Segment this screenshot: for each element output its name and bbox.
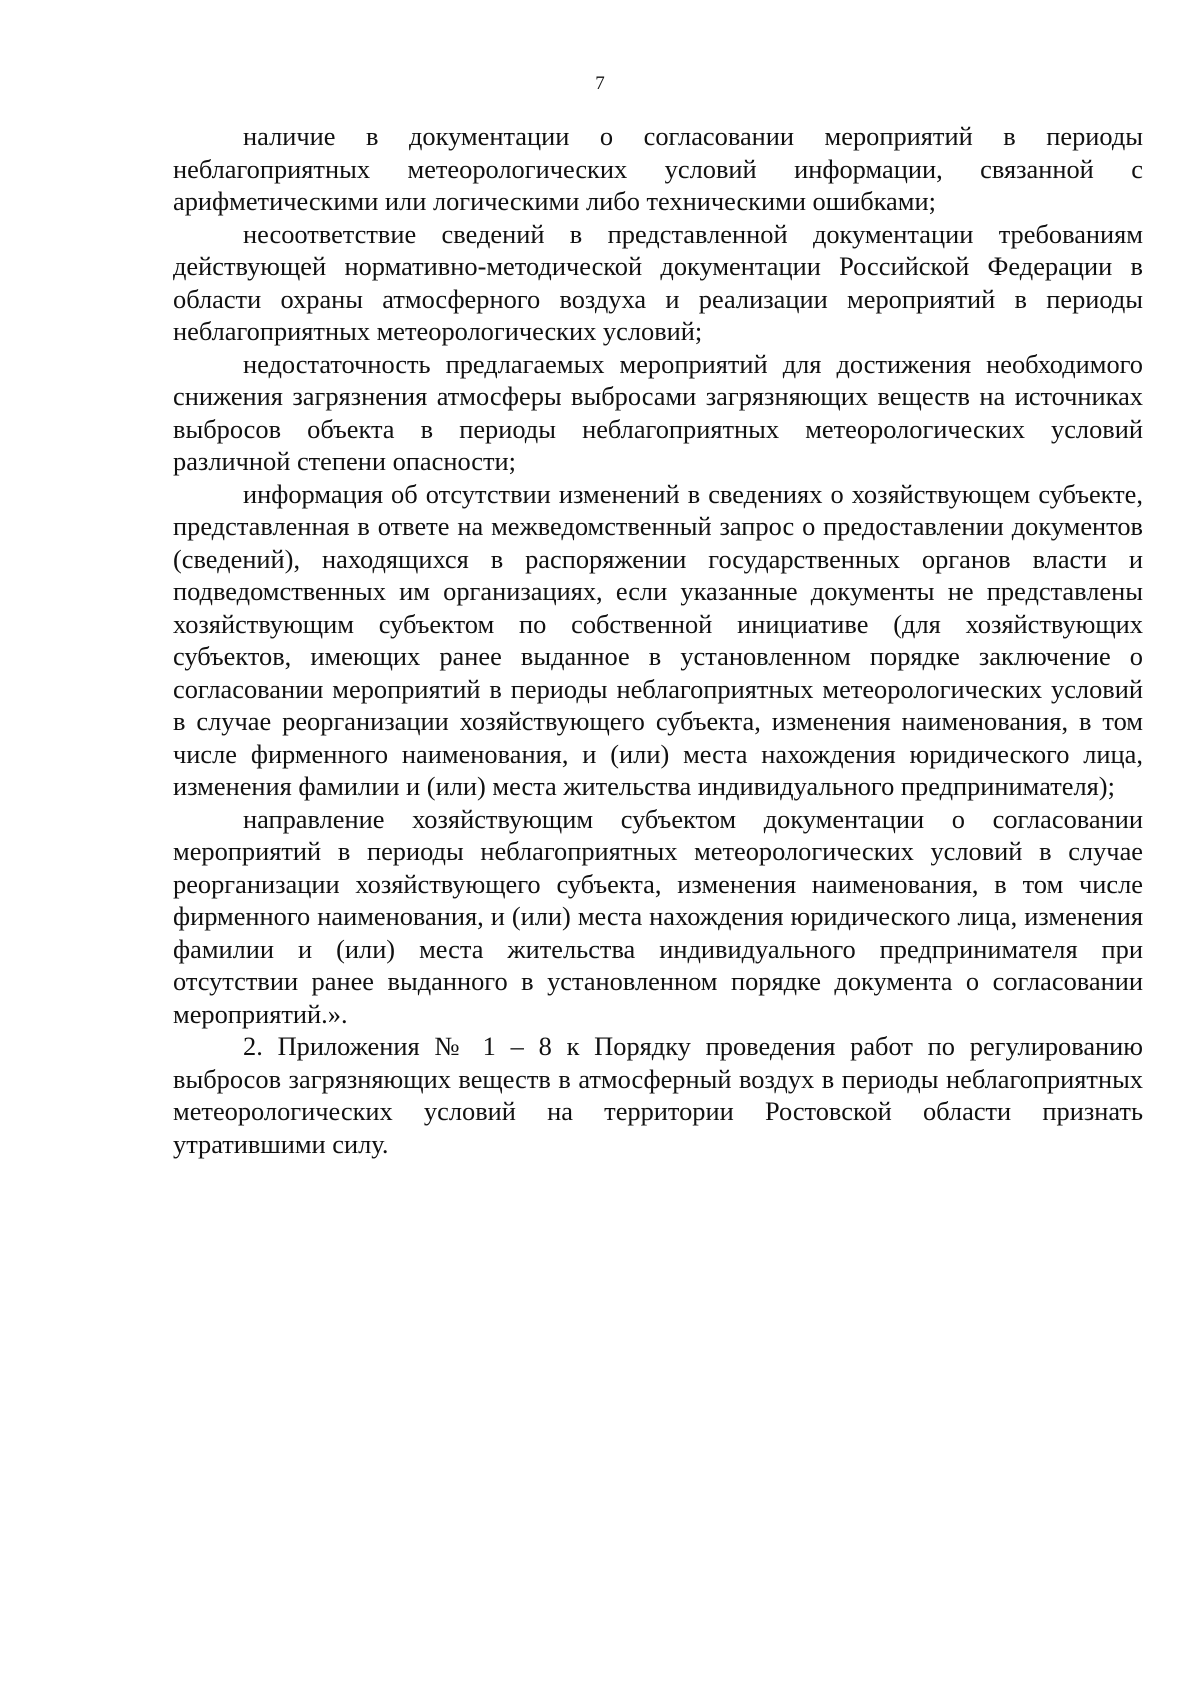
paragraph-calculation-errors: наличие в документации о согласовании мероприятий в периоды неблагоприятных метеорологических условий информации, связанной с арифметическими или логическими либо техническими ошибками; [173,121,1143,216]
page-number: 7 [595,73,605,94]
paragraph-appendices-void: 2. Приложения № 1 – 8 к Порядку проведения работ по регулированию выбросов загрязняющих веществ в атмосферный воздух в периоды неблагоприятных метеорологических условий на территории Ростовской области признать утратившими силу. [173,1031,1143,1159]
paragraph-no-changes-info: информация об отсутствии изменений в сведениях о хозяйствующем субъекте, представленная в ответе на межведомственный запрос о предоставлении документов (сведений), находящихся в распоряжении государственных органов власти и подведомственных им организациях, если указанные документы не представлены хозяйствующим субъектом по собственной инициативе (для хозяйствующих субъектов, имеющих ранее выданное в установленном порядке заключение о согласовании мероприятий в периоды неблагоприятных метеорологических условий в случае реорганизации хозяйствующего субъекта, изменения наименования, в том числе фирменного наименования, и (или) места нахождения юридического лица, изменения фамилии и (или) места жительства индивидуального предпринимателя); [173,478,1143,801]
document-body [173,120,1143,1160]
paragraph-reorganization: направление хозяйствующим субъектом документации о согласовании мероприятий в периоды неблагоприятных метеорологических условий в случае реорганизации хозяйствующего субъекта, изменения наименования, в том числе фирменного наименования, и (или) места нахождения юридического лица, изменения фамилии и (или) места жительства индивидуального предпринимателя при отсутствии ранее выданного в установленном порядке документа о согласовании мероприятий.». [173,803,1143,1029]
paragraph-nonconformity: несоответствие сведений в представленной документации требованиям действующей нормативно-методической документации Российской Федерации в области охраны атмосферного воздуха и реализации мероприятий в периоды неблагоприятных метеорологических условий; [173,218,1143,346]
paragraph-insufficient-measures: недостаточность предлагаемых мероприятий для достижения необходимого снижения загрязнения атмосферы выбросами загрязняющих веществ на источниках выбросов объекта в периоды неблагоприятных метеорологических условий различной степени опасности; [173,348,1143,476]
